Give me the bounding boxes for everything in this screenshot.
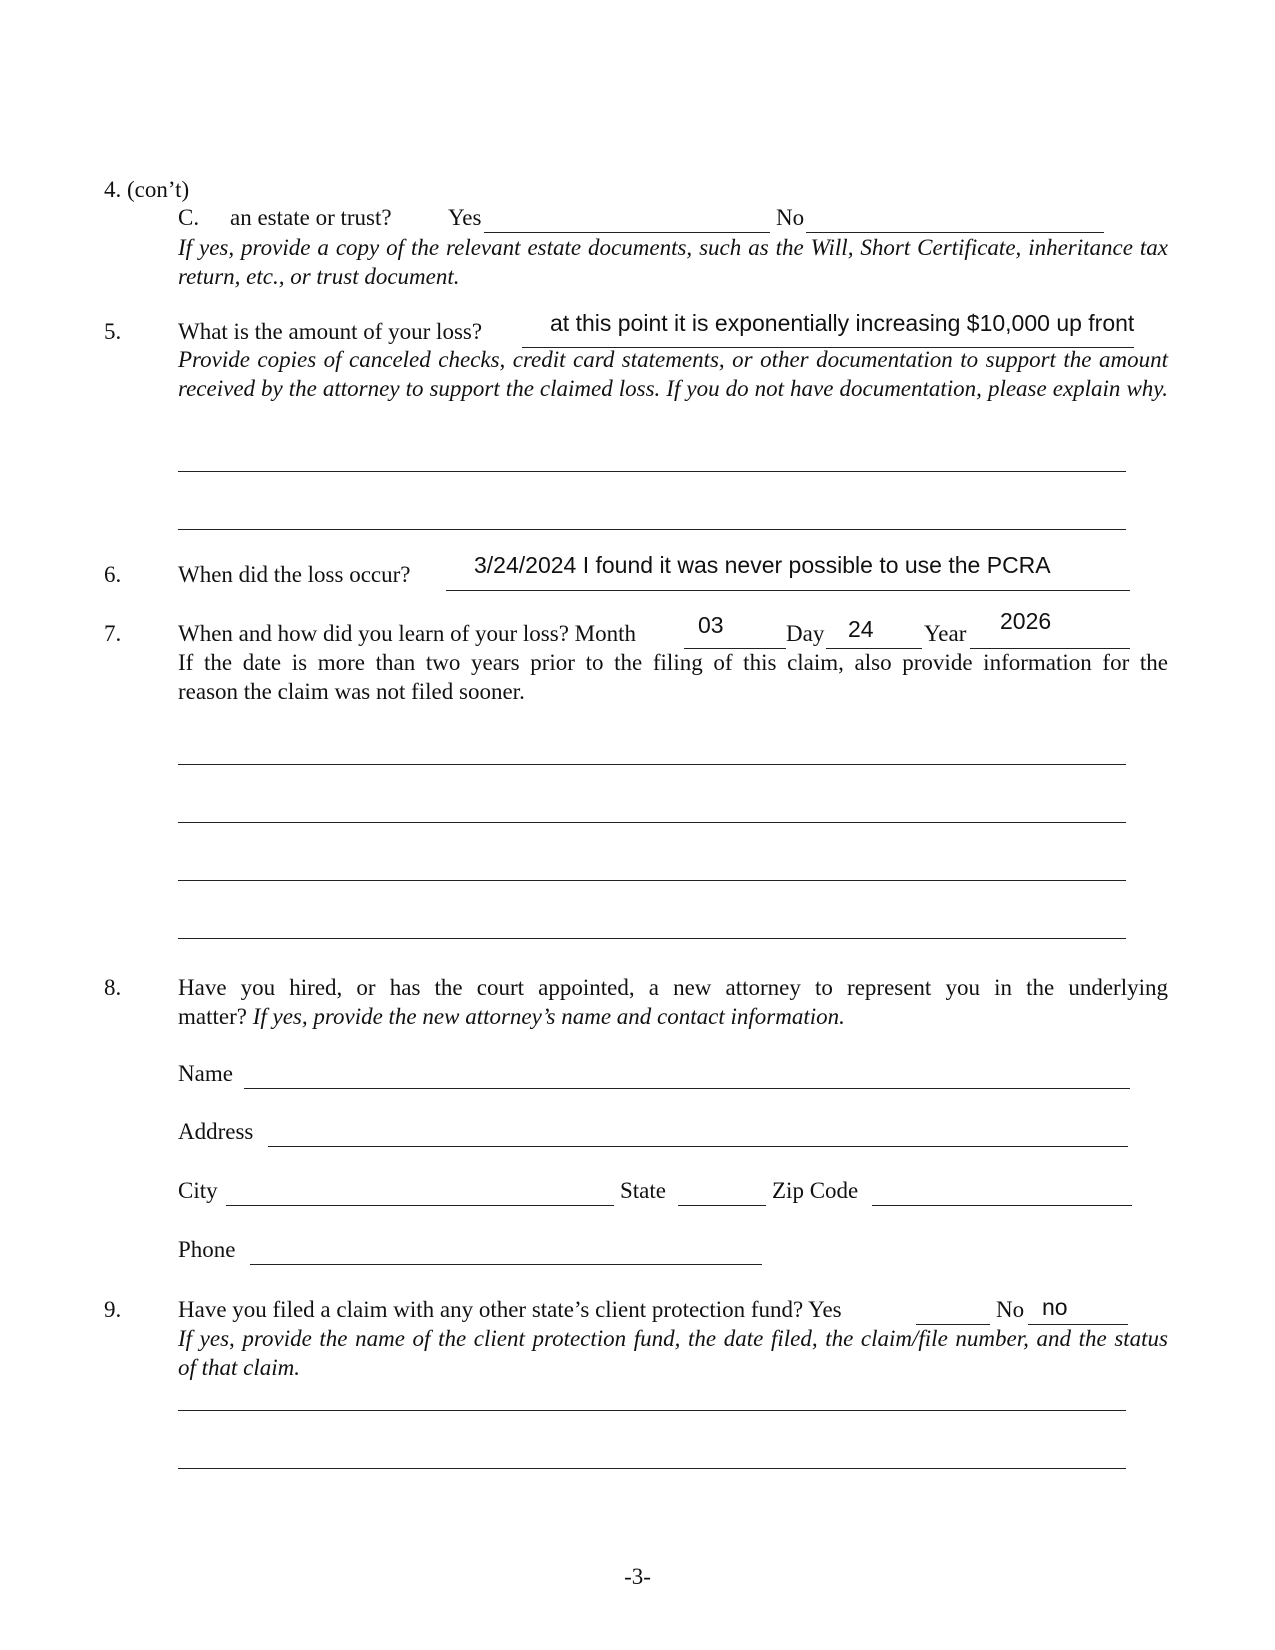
q7-explain-line-1[interactable] bbox=[178, 764, 1126, 765]
q6-answer-line[interactable] bbox=[446, 590, 1130, 591]
q7-explain-line-2[interactable] bbox=[178, 822, 1126, 823]
q6-question: When did the loss occur? bbox=[178, 562, 411, 587]
q8-phone-label: Phone bbox=[178, 1237, 236, 1262]
q8-question-line2 bbox=[178, 1005, 845, 1028]
q9-no-answer[interactable]: no bbox=[1042, 1294, 1068, 1320]
q5-number: 5. bbox=[104, 319, 122, 344]
q7-day-line[interactable] bbox=[826, 648, 922, 649]
q7-year-line[interactable] bbox=[970, 648, 1130, 649]
q8-address-field[interactable] bbox=[268, 1146, 1128, 1147]
q9-explain-line-2[interactable] bbox=[178, 1468, 1126, 1469]
q5-note-line2: received by the attorney to support the claimed loss. If you do not have documentation, please explain why. bbox=[178, 376, 1168, 401]
q4-note-line2: return, etc., or trust document. bbox=[178, 264, 460, 289]
q8-name-field[interactable] bbox=[244, 1088, 1130, 1089]
q7-number: 7. bbox=[104, 621, 122, 646]
q8-city-label: City bbox=[178, 1178, 218, 1203]
q8-state-label: State bbox=[620, 1178, 666, 1203]
q8-city-field[interactable] bbox=[226, 1205, 614, 1206]
q8-question-line2-plain: matter? bbox=[178, 1004, 253, 1029]
q7-explain-line-3[interactable] bbox=[178, 880, 1126, 881]
q9-no-line[interactable] bbox=[1028, 1324, 1128, 1325]
q4-heading: 4. (con’t) bbox=[104, 177, 190, 202]
q7-day-label: Day bbox=[786, 621, 825, 646]
page-number: -3- bbox=[624, 1564, 651, 1589]
q4c-yes-field[interactable] bbox=[484, 232, 770, 233]
q9-question: Have you filed a claim with any other state’s client protection fund? Yes bbox=[178, 1297, 842, 1322]
q5-answer[interactable]: at this point it is exponentially increasing $10,000 up front bbox=[550, 310, 1135, 336]
q5-question: What is the amount of your loss? bbox=[178, 319, 483, 344]
q6-answer[interactable]: 3/24/2024 I found it was never possible to use the PCRA bbox=[474, 552, 1051, 578]
q8-number: 8. bbox=[104, 975, 122, 1000]
q8-address-label: Address bbox=[178, 1119, 254, 1144]
q8-question-line2-italic: If yes, provide the new attorney’s name and contact information. bbox=[252, 1004, 845, 1029]
q4c-yes-label: Yes bbox=[448, 205, 482, 230]
q9-note-line1: If yes, provide the name of the client protection fund, the date filed, the claim/file number, and the status bbox=[178, 1326, 1168, 1351]
q9-yes-field[interactable] bbox=[916, 1324, 990, 1325]
q9-note-line2: of that claim. bbox=[178, 1355, 301, 1380]
q5-explain-line-1[interactable] bbox=[178, 471, 1126, 472]
q4c-letter: C. bbox=[178, 205, 200, 230]
q4-note-line1: If yes, provide a copy of the relevant estate documents, such as the Will, Short Certificate, inheritance tax bbox=[178, 235, 1168, 260]
q8-question-line1: Have you hired, or has the court appointed, a new attorney to represent you in the underlying bbox=[178, 975, 1168, 1000]
q9-explain-line-1[interactable] bbox=[178, 1410, 1126, 1411]
q8-zip-field[interactable] bbox=[872, 1205, 1132, 1206]
q7-year-label: Year bbox=[924, 621, 967, 646]
q7-month[interactable]: 03 bbox=[698, 612, 724, 638]
q7-month-line[interactable] bbox=[684, 648, 786, 649]
q7-text-line2: reason the claim was not filed sooner. bbox=[178, 679, 525, 704]
q9-no-label: No bbox=[996, 1297, 1025, 1322]
q7-explain-line-4[interactable] bbox=[178, 938, 1126, 939]
q8-state-field[interactable] bbox=[678, 1205, 766, 1206]
q7-year[interactable]: 2026 bbox=[1000, 608, 1052, 634]
q8-phone-field[interactable] bbox=[250, 1264, 762, 1265]
q5-note-line1: Provide copies of canceled checks, credit card statements, or other documentation to support the amount bbox=[178, 347, 1168, 372]
q7-text-line1: If the date is more than two years prior to the filing of this claim, also provide information for the bbox=[178, 650, 1168, 675]
q4c-no-field[interactable] bbox=[806, 232, 1104, 233]
q7-question: When and how did you learn of your loss? Month bbox=[178, 621, 637, 646]
q4c-question: an estate or trust? bbox=[230, 205, 392, 230]
q8-zip-label: Zip Code bbox=[772, 1178, 859, 1203]
q6-number: 6. bbox=[104, 562, 122, 587]
q9-number: 9. bbox=[104, 1297, 122, 1322]
q5-explain-line-2[interactable] bbox=[178, 529, 1126, 530]
q7-day[interactable]: 24 bbox=[848, 616, 874, 642]
q8-name-label: Name bbox=[178, 1061, 233, 1086]
q4c-no-label: No bbox=[776, 205, 805, 230]
